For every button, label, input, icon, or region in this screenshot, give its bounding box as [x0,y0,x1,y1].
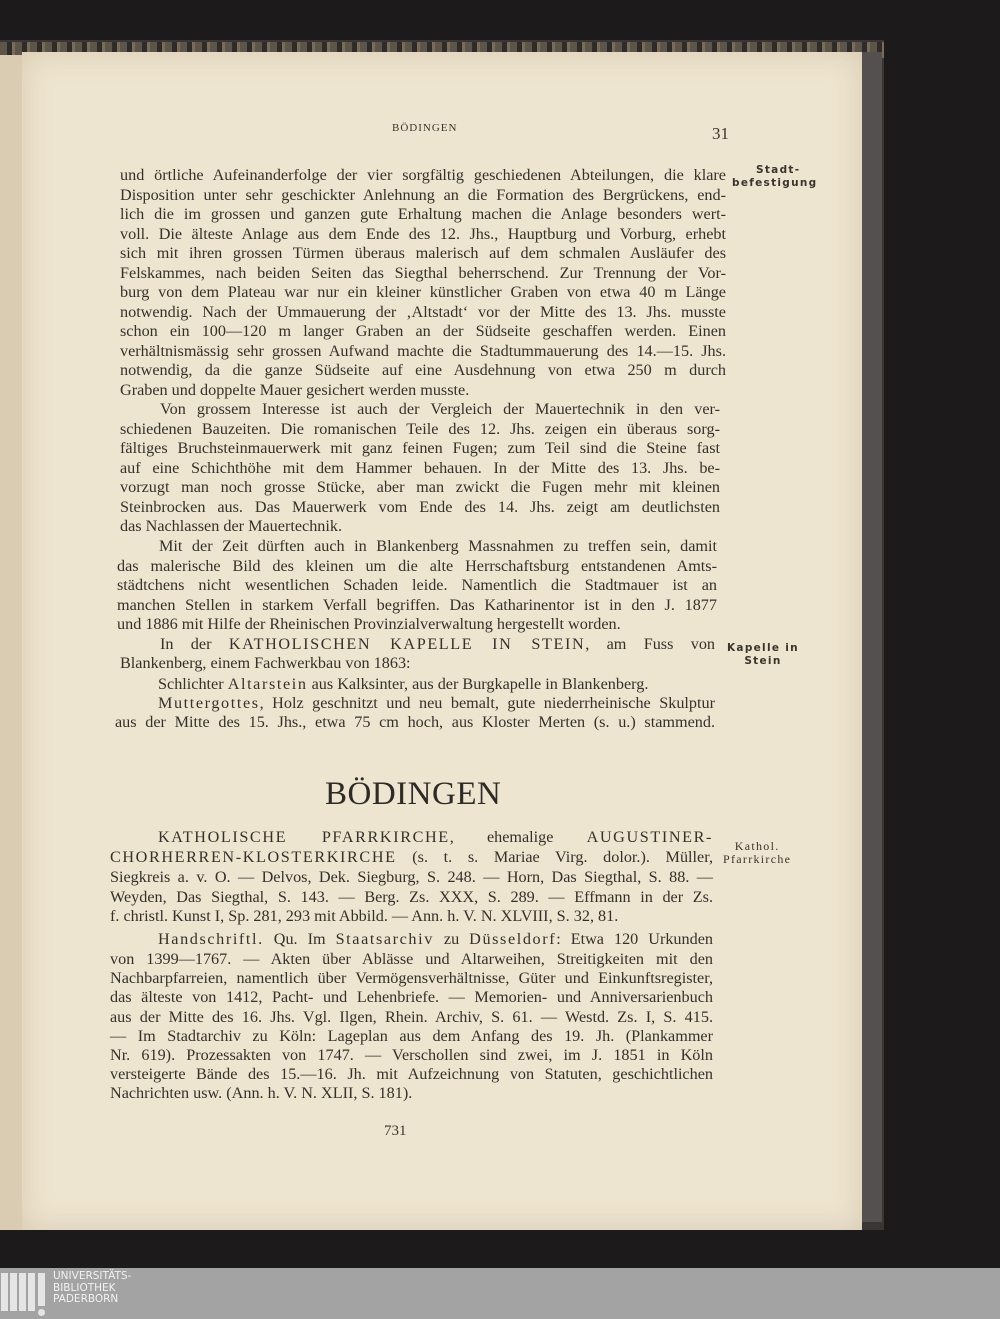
section-title: BÖDINGEN [325,776,502,812]
altar-line: Schlichter Altarstein aus Kalksinter, aus der Burgkapelle in Blankenberg. [158,675,649,693]
text-line: — Im Stadtarchiv zu Köln: Lageplan aus dem Anfang des 19. Jh. (Plankammer [110,1026,713,1045]
library-logo-text [53,1271,131,1306]
text-line: von 1399—1767. — Akten über Ablässe und Altarweihen, Streitigkeiten mit den [110,950,713,968]
text-line: auf eine Schichthöhe mit dem Hammer behauen. In der Mitte des 13. Jhs. be- [120,458,720,477]
text-line: Graben und doppelte Mauer gesichert werden musste. [120,380,470,399]
text-line: voll. Die älteste Anlage aus dem Ende des 12. Jhs., Hauptburg und Vorburg, erhebt [120,224,726,243]
text-line: notwendig, da die ganze Südseite auf eine Ausdehnung von etwa 250 m durch [120,361,726,379]
kapelle-line-1: In der KATHOLISCHEN KAPELLE IN STEIN, am Fuss von [160,635,716,653]
logo-line: UNIVERSITÄTS- [53,1270,132,1282]
text-line: aus der Mitte des 16. Jhs. Vgl. Ilgen, Rhein. Archiv, S. 61. — Westd. Zs. I, S. 415. [110,1007,713,1026]
text-line: Von grossem Interesse ist auch der Vergleich der Mauertechnik in den ver- [160,400,720,418]
text-line: manchen Stellen in starkem Verfall begriffen. Das Katharinentor ist in den J. 1877 [117,595,717,614]
text-line: Weyden, Das Siegthal, S. 143. — Berg. Zs. XXX, S. 289. — Effmann in der Zs. [110,887,713,906]
note-line: Stadt- [756,164,801,176]
text-line: das Nachlassen der Mauertechnik. [120,517,343,535]
kath-line-2: CHORHERREN-KLOSTERKIRCHE (s. t. s. Mariae Virg. dolor.). Müller, [110,848,714,866]
running-head: BÖDINGEN [392,122,458,134]
muttergottes-line-2: aus der Mitte des 15. Jhs., etwa 75 cm hoch, aus Kloster Merten (s. u.) stammend. [115,713,715,731]
page-number-top: 31 [712,124,729,143]
text-line: lich die im grossen und ganzen gute Erhaltung machen die Anlage besonders wert- [120,205,726,223]
hand-line-1: Handschriftl. Qu. Im Staatsarchiv zu Düsseldorf: Etwa 120 Urkunden [158,930,713,948]
text-line: vorzugt man noch grosse Stücke, aber man zwickt die Fugen mehr mit kleinen [120,478,720,496]
text-line: notwendig. Nach der Ummauerung der ‚Altstadt‘ vor der Mitte des 13. Jhs. musste [120,302,726,321]
margin-note-kapelle [727,642,799,668]
text-line: städtchens nicht wesentlichen Schaden leide. Namentlich die Stadtmauer ist an [117,576,717,594]
text-line: schiedenen Bauzeiten. Die romanischen Teile des 12. Jhs. zeigen ein überaus sorg- [120,419,720,438]
note-line: Stein [744,655,782,667]
logo-line: PADERBORN [53,1293,119,1305]
text-line: das älteste von 1412, Pacht- und Lehenbriefe. — Memorien- und Anniversarienbuch [110,988,713,1007]
text-line: Siegkreis a. v. O. — Delvos, Dek. Siegburg, S. 248. — Horn, Das Siegthal, S. 88. — [110,868,713,886]
text-line: das malerische Bild des kleinen um die alte Herrschaftsburg entstandenen Amts- [117,556,717,575]
note-line: befestigung [732,177,818,189]
text-line: Steinbrocken aus. Das Mauerwerk vom Ende des 14. Jhs. zeigt am deutlichsten [120,497,720,516]
text-line: burg von dem Plateau war nur ein kleiner künstlicher Graben von etwa 40 m Länge [120,283,726,301]
text-line: Nr. 619). Prozessakten von 1747. — Verschollen sind zwei, im J. 1851 in Köln [110,1046,713,1064]
text-line: Mit der Zeit dürften auch in Blankenberg Massnahmen zu treffen sein, damit [159,537,717,555]
text-line: und 1886 mit Hilfe der Rheinischen Provinzialverwaltung hergestellt worden. [117,615,621,633]
muttergottes-line-1: Muttergottes, Holz geschnitzt und neu bemalt, gute niederrheinische Skulptur [158,694,715,712]
note-line: Pfarrkirche [723,852,792,866]
kath-line-1: KATHOLISCHE PFARRKIRCHE, ehemalige AUGUSTINER- [158,828,714,846]
text-line: versteigerte Bände des 15.—16. Jh. mit Aufzeichnung von Statuten, geschichtlichen [110,1065,713,1084]
library-footer [0,1268,1000,1319]
note-line: Kathol. [734,839,780,853]
text-line: und örtliche Aufeinanderfolge der vier sorgfältig geschiedenen Abteilungen, die klare [120,166,726,184]
text-line: sich mit ihren grossen Türmen überaus malerisch auf dem schmalen Ausläufer des [120,244,726,262]
text-line: verhältnismässig sehr grossen Aufwand machte die Stadtummauerung des 14.—15. Jhs. [120,341,726,360]
text-line: Nachbarpfarreien, namentlich über Vermögensverhältnisse, Güter und Einkunftsregister, [110,969,713,988]
margin-note-kath [723,840,791,866]
text-line: Disposition unter sehr geschickter Anlehnung an die Formation des Bergrückens, end- [120,185,726,204]
note-line: Kapelle in [727,642,799,654]
margin-note-stadt [732,164,818,190]
text-line: schon ein 100—120 m langer Graben an der Südseite geschaffen werden. Einen [120,322,726,340]
left-page-edge [0,55,24,1230]
logo-line: BIBLIOTHEK [53,1281,116,1294]
page-number-bottom: 731 [384,1123,407,1139]
text-line: Nachrichten usw. (Ann. h. V. N. XLII, S. 181). [110,1084,413,1103]
text-line: f. christl. Kunst I, Sp. 281, 293 mit Abbild. — Ann. h. V. N. XLVIII, S. 32, 81. [110,907,619,925]
text-line: fältiges Bruchsteinmauerwerk mit ganz feinen Fugen; zum Teil sind die Steine fast [120,439,720,457]
book-right-edge [862,52,882,1222]
text-line: Felskammes, nach beiden Seiten das Siegthal beherrschend. Zur Trennung der Vor- [120,263,726,282]
kapelle-line-2: Blankenberg, einem Fachwerkbau von 1863: [120,654,411,672]
